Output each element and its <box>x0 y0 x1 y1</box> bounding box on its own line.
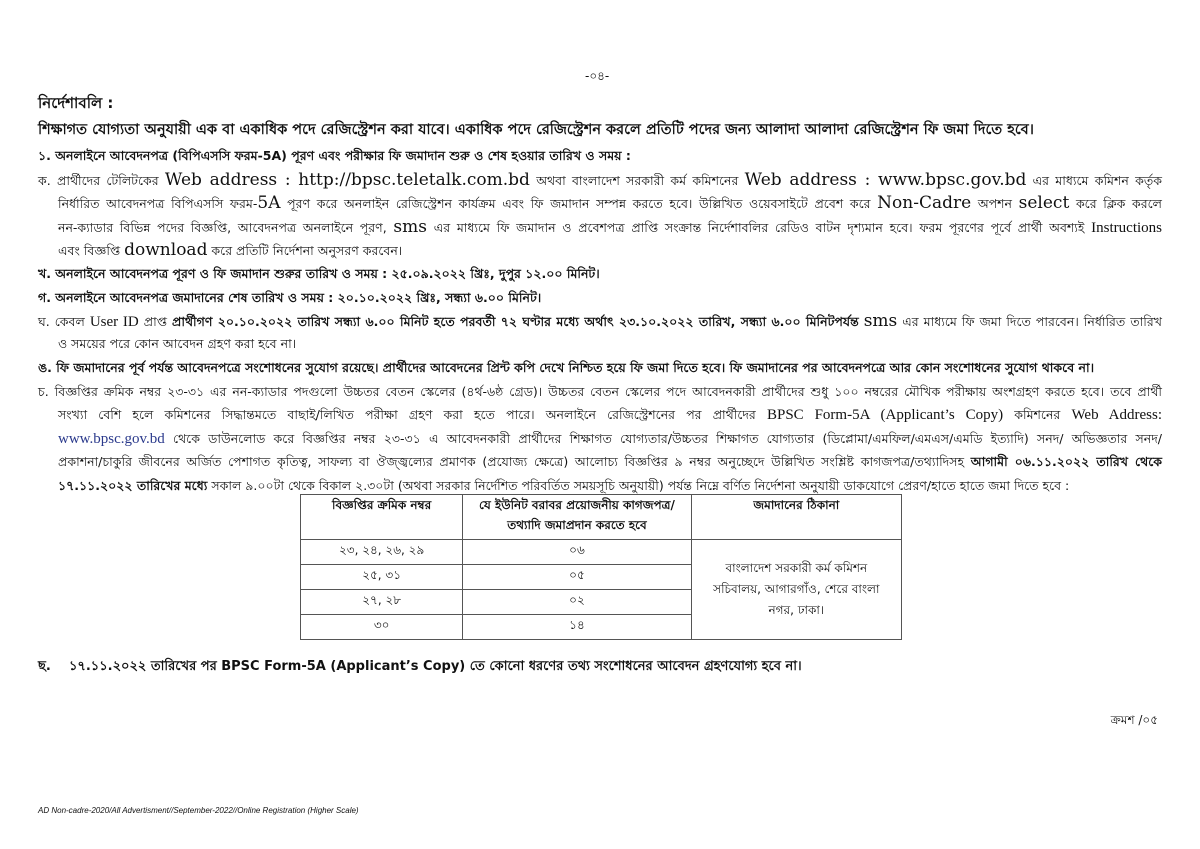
text-segment: সকাল ৯.০০টা থেকে বিকাল ২.৩০টা (অথবা সরকার নির্দেশিত পরিবর্তিত সময়সূচি অনুযায়ী) পর্যন্ত নিম্নে বর্ণিত নির্দেশনা অনুযায়ী ডাকযোগে প্রেরণ/হাতে হাতে জমা দিতে হবে : <box>207 478 1070 493</box>
text-segment: ও সময়ের পরে কোন আবেদন গ্রহণ করা হবে না। <box>58 336 297 351</box>
item-chha-text: ১৭.১১.২০২২ তারিখের পর BPSC Form-5A (Applicant’s Copy) তে কোনো ধরণের তথ্য সংশোধনের আবেদন গ্রহণযোগ্য হবে না। <box>68 659 802 674</box>
continued-marker: ক্রমশ /০৫ <box>1110 713 1158 727</box>
text-segment: ক. প্রার্থীদের টেলিটকের <box>38 173 165 188</box>
text-segment: sms <box>393 217 427 237</box>
text-segment: ১৭.১১.২০২২ তারিখের মধ্যে <box>58 478 208 493</box>
text-segment: ১. অনলাইনে আবেদনপত্র (বিপিএসসি ফরম-5A) পূরণ এবং পরীক্ষার ফি জমাদান শুরু ও শেষ হওয়ার তারিখ ও সময় : <box>38 148 631 163</box>
text-segment: থেকে ডাউনলোড করে বিজ্ঞপ্তির নম্বর ২৩-৩১ এ আবেদনকারী প্রার্থীদের শিক্ষাগত যোগ্যতার/উচ্চতর শিক্ষাগত যোগ্যতার (ডিপ্লোমা/এমফিল/এমএস/এমডি ইত্যাদি) সনদ/ অভিজ্ঞতার সনদ/ <box>164 431 1162 446</box>
item-ka-1 <box>38 170 1162 190</box>
unit-cell: ০২ <box>463 590 691 615</box>
text-segment: প্রার্থীগণ ২০.১০.২০২২ তারিখ সন্ধ্যা ৬.০০ মিনিট হতে পরবর্তী ৭২ ঘণ্টার মধ্যে অর্থাৎ ২৩.১০.২০২২ তারিখ, সন্ধ্যা ৬.০০ মিনিটপর্যন্ত <box>172 314 859 329</box>
text-segment: BPSC Form-5A (Applicant’s Copy) <box>766 407 1004 423</box>
text-segment: Instructions <box>1091 220 1162 236</box>
header-address: জমাদানের ঠিকানা <box>691 495 901 540</box>
address-cell: বাংলাদেশ সরকারী কর্ম কমিশন সচিবালয়, আগারগাঁও, শেরে বাংলা নগর, ঢাকা। <box>691 540 901 640</box>
item-cha-4 <box>58 452 1162 472</box>
table-header-row <box>301 495 902 540</box>
item-cha-2 <box>58 405 1162 425</box>
text-segment: Web address : http://bpsc.teletalk.com.bd <box>164 170 530 190</box>
item-ka-3 <box>58 217 1162 237</box>
page-number: -০৪- <box>585 69 610 83</box>
serial-cell: ৩০ <box>301 615 463 640</box>
item-chha <box>38 657 1162 677</box>
text-segment: প্রাপ্ত <box>138 314 172 329</box>
item-chha-label: ছ. <box>38 659 51 674</box>
text-segment: এর মাধ্যমে কমিশন কর্তৃক <box>1026 173 1162 188</box>
text-segment: Web Address: <box>1071 407 1162 423</box>
text-segment: করে ক্লিক করলে <box>1069 196 1162 211</box>
item-kha <box>38 264 1162 284</box>
text-segment: খ. অনলাইনে আবেদনপত্র পূরণ ও ফি জমাদান শুরুর তারিখ ও সময় : ২৫.০৯.২০২২ খ্রিঃ, দুপুর ১২.০০ মিনিট। <box>38 266 600 281</box>
website-link[interactable]: www.bpsc.gov.bd <box>58 431 165 447</box>
text-segment: 5A <box>257 193 281 213</box>
unit-cell: ০৬ <box>463 540 691 565</box>
item-ka-4 <box>58 240 1162 261</box>
item-uma <box>38 358 1162 378</box>
text-segment: এর মাধ্যমে ফি জমাদান ও প্রবেশপত্র প্রাপ্তি সংক্রান্ত নির্দেশাবলির রেডিও বাটন দৃশ্যমান হবে। ফরম পূরণের পূর্বে প্রার্থী অবশ্যই <box>427 220 1092 235</box>
item-gha-2 <box>58 334 1162 354</box>
text-segment: গ. অনলাইনে আবেদনপত্র জমাদানের শেষ তারিখ ও সময় : ২০.১০.২০২২ খ্রিঃ, সন্ধ্যা ৬.০০ মিনিট। <box>38 290 542 305</box>
submission-table <box>300 494 902 640</box>
intro-text: শিক্ষাগত যোগ্যতা অনুযায়ী এক বা একাধিক পদে রেজিস্ট্রেশন করা যাবে। একাধিক পদে রেজিস্ট্রেশন করলে প্রতিটি পদের জন্য আলাদা আলাদা রেজিস্ট্রেশন ফি জমা দিতে হবে। <box>38 122 1034 138</box>
text-segment: করে প্রতিটি নির্দেশনা অনুসরণ করবেন। <box>207 243 403 258</box>
table-row <box>301 540 902 565</box>
footer-path: AD Non-cadre-2020/All Advertisment//September-2022//Online Registration (Higher Scale) <box>38 806 359 815</box>
text-segment: ঘ. কেবল <box>38 314 90 329</box>
text-segment: কমিশনের <box>1003 407 1072 422</box>
text-segment: User ID <box>89 314 139 330</box>
unit-cell: ১৪ <box>463 615 691 640</box>
text-segment: প্রকাশনা/চাকুরি জীবনের অর্জিত পেশাগত কৃতিত্ব, সাফল্য বা ঔজ্জ্বল্যের প্রমাণক (প্রযোজ্য ক্ষেত্রে) আলোচ্য বিজ্ঞপ্তির ৯ নম্বর অনুচ্ছেদে উল্লিখিত সংশ্লিষ্ট কাগজপত্র/তথ্যাদিসহ <box>58 454 971 469</box>
serial-cell: ২৩, ২৪, ২৬, ২৯ <box>301 540 463 565</box>
text-segment: অপশন <box>971 196 1019 211</box>
item-ka-2 <box>58 193 1162 213</box>
text-segment: পূরণ করে অনলাইন রেজিস্ট্রেশন কার্যক্রম এবং ফি জমাদান সম্পন্ন করতে হবে। উল্লিখিত ওয়েবসাইটে প্রবেশ করে <box>280 196 878 211</box>
item-cha-3 <box>58 429 1162 449</box>
text-segment: এবং বিজ্ঞপ্তি <box>58 243 125 258</box>
item-gha-1 <box>38 311 1162 331</box>
unit-cell: ০৫ <box>463 565 691 590</box>
serial-cell: ২৫, ৩১ <box>301 565 463 590</box>
item-cha-5 <box>58 476 1162 496</box>
header-serial: বিজ্ঞপ্তির ক্রমিক নম্বর <box>301 495 463 540</box>
text-segment: ঙ. ফি জমাদানের পূর্ব পর্যন্ত আবেদনপত্রে সংশোধনের সুযোগ রয়েছে। প্রার্থীদের আবেদনের প্রিন্ট কপি দেখে নিশ্চিত হয়ে ফি জমা দিতে হবে। ফি জমাদানের পর আবেদনপত্রে আর কোন সংশোধনের সুযোগ থাকবে না। <box>38 360 1095 375</box>
text-segment: download <box>124 240 208 260</box>
header-unit: যে ইউনিট বরাবর প্রয়োজনীয় কাগজপত্র/তথ্যাদি জমাপ্রদান করতে হবে <box>463 495 691 540</box>
item-ga <box>38 288 1162 308</box>
text-segment: অথবা বাংলাদেশ সরকারী কর্ম কমিশনের <box>529 173 745 188</box>
text-segment: সংখ্যা বেশি হলে কমিশনের সিদ্ধান্তমতে বাছাই/লিখিত পরীক্ষা গ্রহণ করা হতে পারে। অনলাইনে রেজিস্ট্রেশনের পর প্রার্থীদের <box>58 407 767 422</box>
text-segment: আগামী ০৬.১১.২০২২ তারিখ থেকে <box>970 454 1162 469</box>
text-segment: Non-Cadre <box>877 193 972 213</box>
text-segment: চ. বিজ্ঞপ্তির ক্রমিক নম্বর ২৩-৩১ এর নন-ক্যাডার পদগুলো উচ্চতর বেতন স্কেলের (৪র্থ-৬ষ্ঠ গ্রেড)। উচ্চতর বেতন স্কেলের পদে আবেদনকারী প্রার্থীদের শুধু ১০০ নম্বরের মৌখিক পরীক্ষায় অংশগ্রহণ করতে হবে। তবে প্রার্থী <box>38 384 1162 399</box>
item-cha-1 <box>38 382 1162 402</box>
text-segment: sms <box>863 311 898 331</box>
text-segment: নির্ধারিত আবেদনপত্র বিপিএসসি ফরম- <box>58 196 258 211</box>
text-segment: এর মাধ্যমে ফি জমা দিতে পারবেন। নির্ধারিত তারিখ <box>897 314 1162 329</box>
text-segment: নন-ক্যাডার বিভিন্ন পদের বিজ্ঞপ্তি, আবেদনপত্র অনলাইনে পূরণ, <box>58 220 394 235</box>
text-segment: Web address : www.bpsc.gov.bd <box>744 170 1027 190</box>
item-1 <box>38 146 1162 166</box>
text-segment: select <box>1018 193 1070 213</box>
serial-cell: ২৭, ২৮ <box>301 590 463 615</box>
section-heading: নির্দেশাবলি : <box>38 94 114 112</box>
